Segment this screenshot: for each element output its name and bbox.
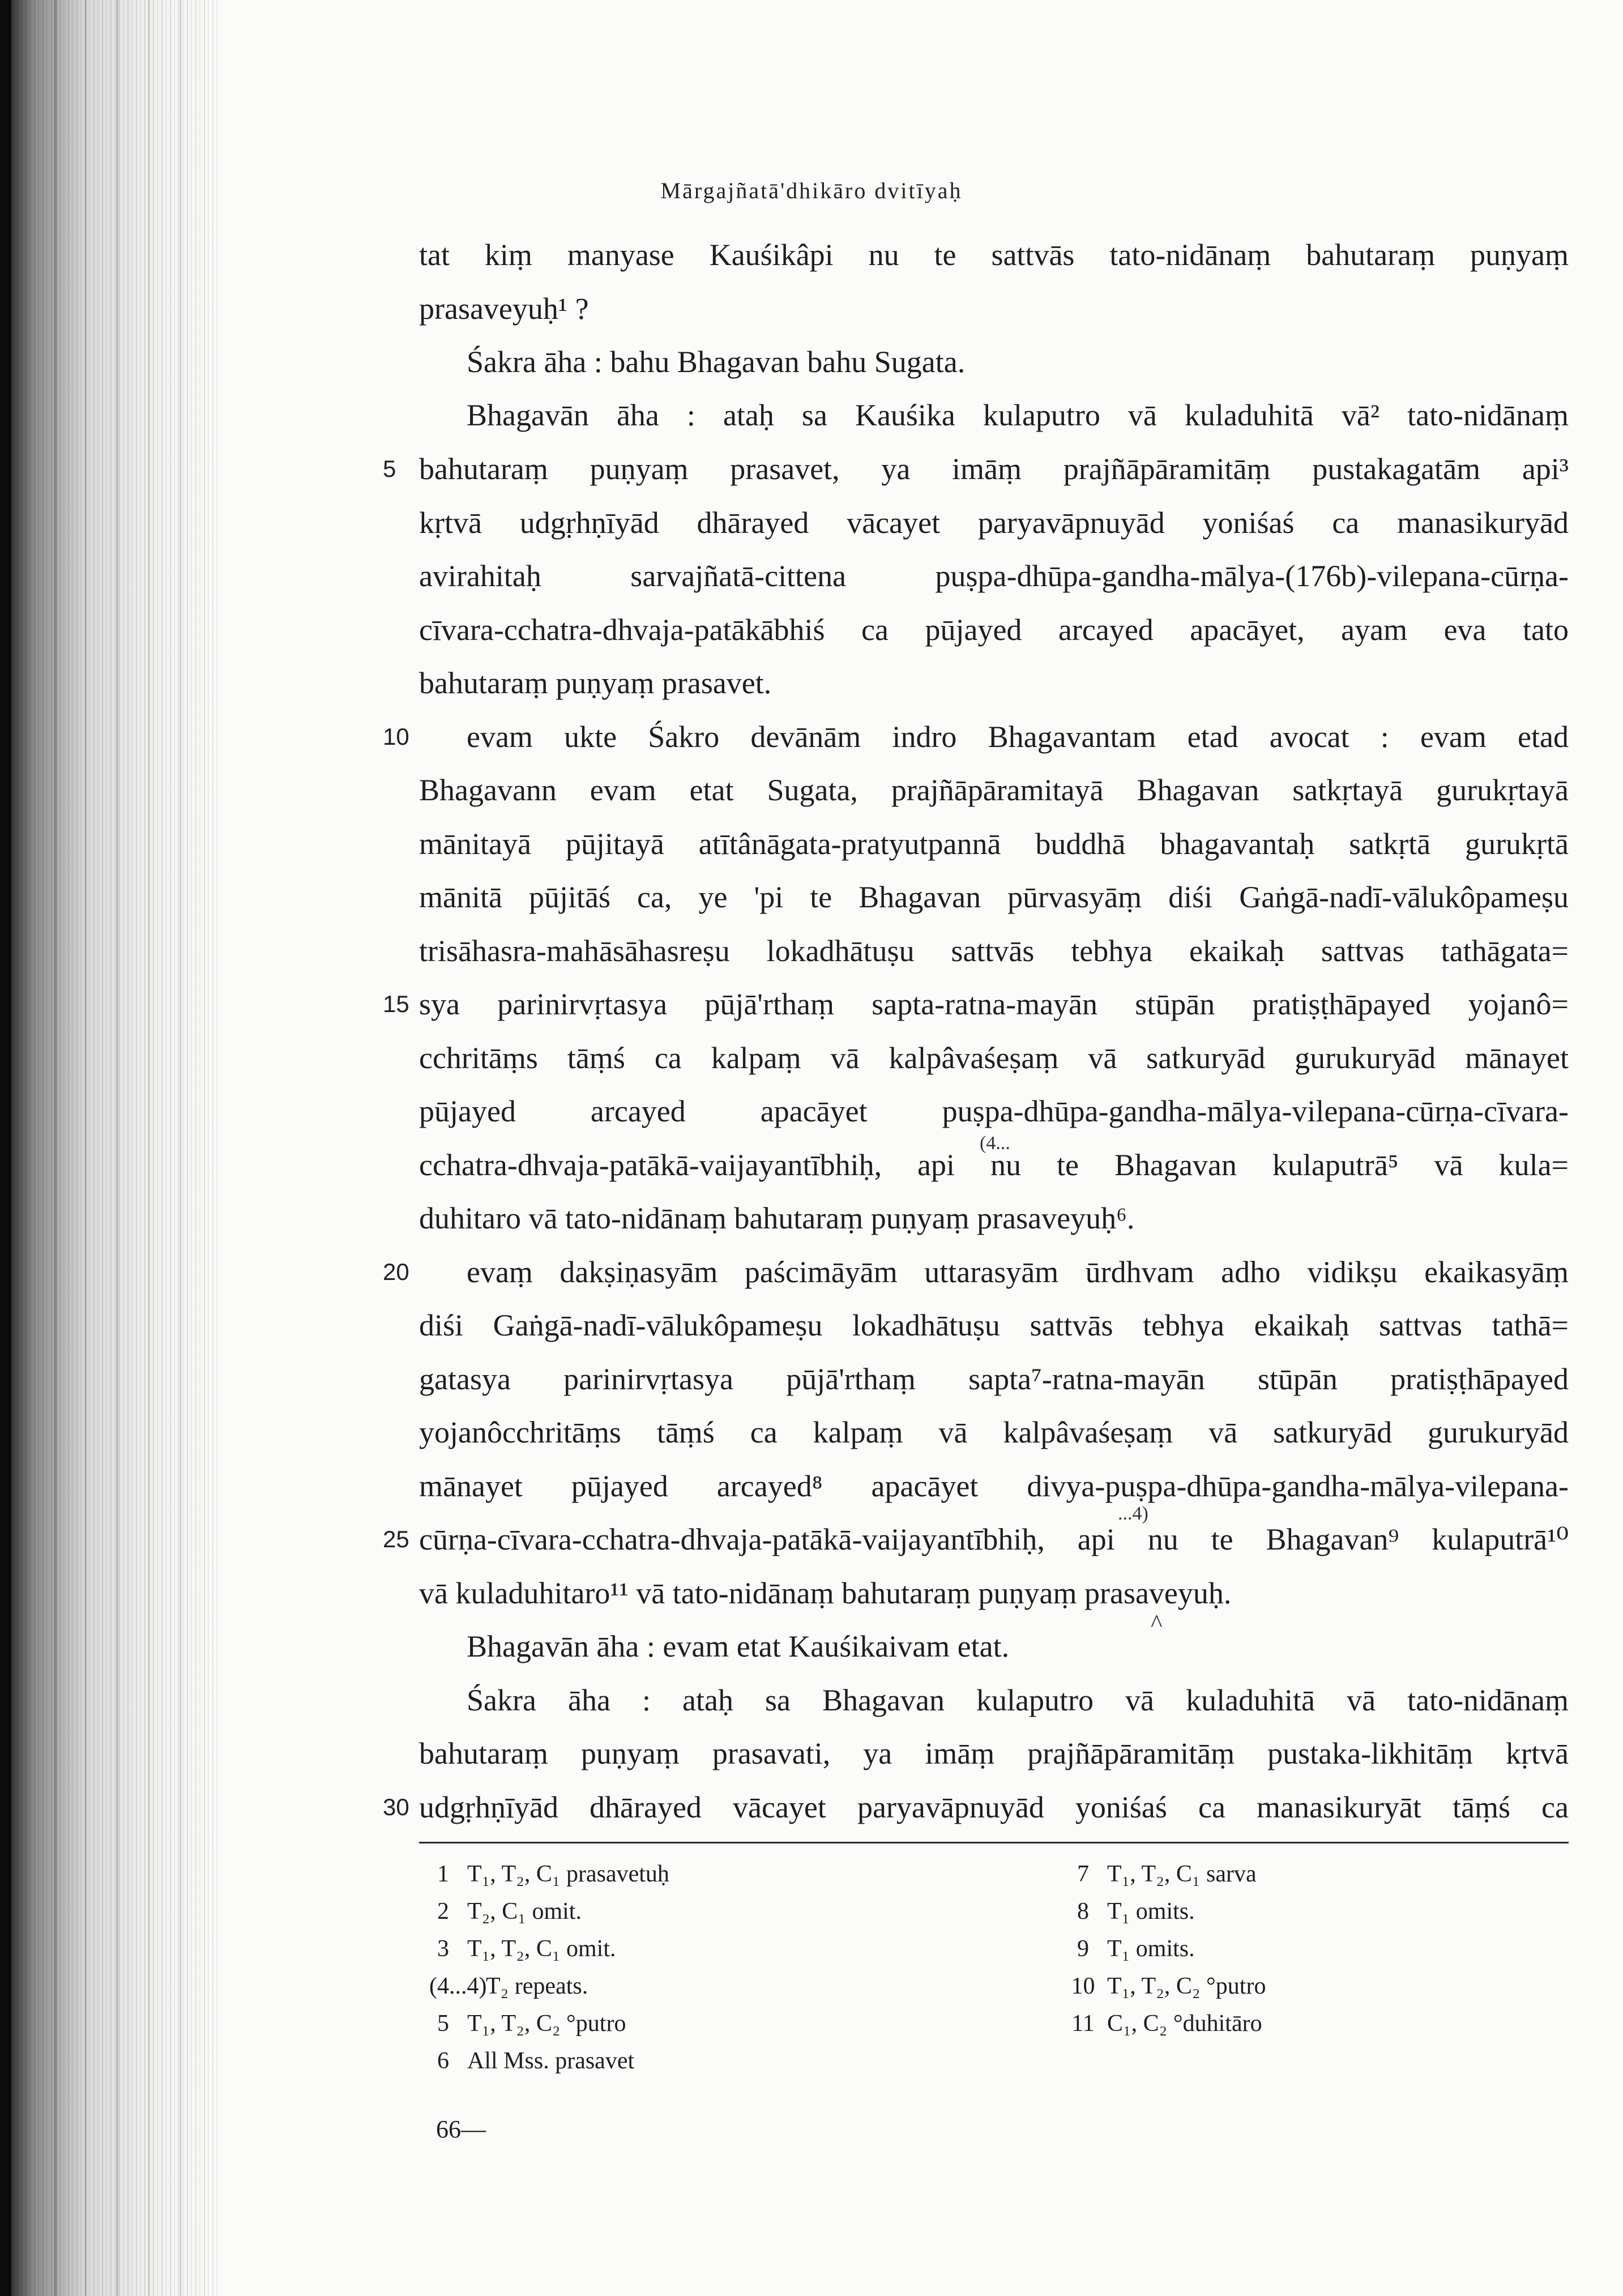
- text-line: sya parinirvṛtasya pūjā'rthaṃ sapta-ratna-mayān stūpān pratiṣṭhāpayed yojanô=: [419, 987, 1569, 1021]
- book-spine-edge: [0, 0, 11, 2296]
- text-line: prasaveyuḥ¹ ?: [419, 292, 589, 326]
- text-line: cchatra-dhvaja-patākā-vaijayantībhiḥ, api nu te Bhagavan kulaputrā⁵ vā kula=: [419, 1148, 1569, 1182]
- spine-streak: [85, 0, 87, 2296]
- footnote: 11 C₁, C₂ °duhitāro: [1071, 2011, 1262, 2037]
- text-line: bahutaraṃ puṇyaṃ prasavet, ya imāṃ prajñāpāramitāṃ pustakagatām api³: [419, 452, 1569, 486]
- text-line: kṛtvā udgṛhṇīyād dhārayed vācayet paryavāpnuyād yoniśaś ca manasikuryād: [419, 506, 1569, 540]
- page-number: 66—: [436, 2115, 486, 2143]
- text-line: vā kuladuhitaro¹¹ vā tato-nidānaṃ bahutaraṃ puṇyaṃ prasaveyuḥ.: [419, 1576, 1232, 1610]
- footnote: 5 T₁, T₂, C₂ °putro: [437, 2011, 626, 2037]
- footnote: 9 T₁ omits.: [1077, 1936, 1195, 1962]
- caret-mark: ^: [1151, 1610, 1163, 1637]
- text-line: mānitayā pūjitayā atītânāgata-pratyutpannā buddhā bhagavantaḥ satkṛtā gurukṛtā: [419, 827, 1569, 861]
- footnote: 8 T₁ omits.: [1077, 1898, 1195, 1924]
- spine-streak: [148, 0, 150, 2296]
- line-number: 30: [383, 1794, 409, 1820]
- footnote: 2 T₂, C₁ omit.: [437, 1898, 582, 1924]
- main-text: [419, 0, 1569, 1835]
- text-line: mānitā pūjitāś ca, ye 'pi te Bhagavan pūrvasyāṃ diśi Gaṅgā-nadī-vālukôpameṣu: [419, 880, 1569, 914]
- line-number: 5: [383, 455, 396, 482]
- text-line: duhitaro vā tato-nidānaṃ bahutaraṃ puṇyaṃ prasaveyuḥ⁶.: [419, 1201, 1135, 1235]
- footnote: 7 T₁, T₂, C₁ sarva: [1077, 1861, 1257, 1887]
- variant-open-mark: (4...: [980, 1133, 1010, 1154]
- line-number: 20: [383, 1258, 409, 1285]
- spine-streak: [180, 0, 181, 2296]
- footnote: 6 All Mss. prasavet: [437, 2048, 635, 2074]
- text-line: bahutaraṃ puṇyaṃ prasavati, ya imāṃ prajñāpāramitāṃ pustaka-likhitāṃ kṛtvā: [419, 1736, 1569, 1770]
- text-line: evaṃ dakṣiṇasyām paścimāyām uttarasyām ūrdhvam adho vidikṣu ekaikasyāṃ: [467, 1255, 1569, 1289]
- line-number: 15: [383, 991, 409, 1017]
- running-header: Mārgajñatā'dhikāro dvitīyaḥ: [660, 178, 963, 203]
- text-line: pūjayed arcayed apacāyet puṣpa-dhūpa-gandha-mālya-vilepana-cūrṇa-cīvara-: [419, 1094, 1569, 1128]
- footnote-rule: [419, 1842, 1569, 1843]
- text-line: trisāhasra-mahāsāhasreṣu lokadhātuṣu sattvās tebhya ekaikaḥ sattvas tathāgata=: [419, 934, 1569, 968]
- footnote: 10 T₁, T₂, C₂ °putro: [1071, 1973, 1266, 1999]
- line-number: 25: [383, 1526, 409, 1552]
- text-line: avirahitaḥ sarvajñatā-cittena puṣpa-dhūpa-gandha-mālya-(176b)-vilepana-cūrṇa-: [419, 559, 1569, 593]
- footnote: (4...4)T₂ repeats.: [429, 1973, 588, 1999]
- footnote: 1 T₁, T₂, C₁ prasavetuḥ: [437, 1861, 669, 1887]
- spine-streak: [54, 0, 57, 2296]
- variant-close-mark: ...4): [1118, 1503, 1148, 1524]
- text-line: yojanôcchritāṃs tāṃś ca kalpaṃ vā kalpâvaśeṣaṃ vā satkuryād gurukuryād: [419, 1415, 1569, 1449]
- footnote: 3 T₁, T₂, C₁ omit.: [437, 1936, 616, 1962]
- text-line: Śakra āha : bahu Bhagavan bahu Sugata.: [467, 345, 966, 379]
- text-line: Bhagavann evam etat Sugata, prajñāpāramitayā Bhagavan satkṛtayā gurukṛtayā: [419, 773, 1569, 807]
- text-line: Bhagavān āha : ataḥ sa Kauśika kulaputro vā kuladuhitā vā² tato-nidānaṃ: [467, 398, 1569, 432]
- text-line: cchritāṃs tāṃś ca kalpaṃ vā kalpâvaśeṣaṃ vā satkuryād gurukuryād mānayet: [419, 1041, 1569, 1075]
- text-line: evam ukte Śakro devānām indro Bhagavantam etad avocat : evam etad: [467, 720, 1569, 754]
- text-line: gatasya parinirvṛtasya pūjā'rthaṃ sapta⁷-ratna-mayān stūpān pratiṣṭhāpayed: [419, 1362, 1569, 1396]
- line-number: 10: [383, 723, 409, 750]
- text-line: tat kiṃ manyase Kauśikâpi nu te sattvās tato-nidānaṃ bahutaraṃ puṇyaṃ: [419, 238, 1569, 272]
- book-spine-shadow: [0, 0, 221, 2296]
- text-line: udgṛhṇīyād dhārayed vācayet paryavāpnuyād yoniśaś ca manasikuryāt tāṃś ca: [419, 1790, 1569, 1824]
- spine-streak: [116, 0, 118, 2296]
- text-line: Bhagavān āha : evam etat Kauśikaivam etat.: [467, 1629, 1010, 1663]
- text-line: diśi Gaṅgā-nadī-vālukôpameṣu lokadhātuṣu sattvās tebhya ekaikaḥ sattvas tathā=: [419, 1308, 1569, 1342]
- text-line: cīvara-cchatra-dhvaja-patākābhiś ca pūjayed arcayed apacāyet, ayam eva tato: [419, 613, 1569, 647]
- text-line: Śakra āha : ataḥ sa Bhagavan kulaputro vā kuladuhitā vā tato-nidānaṃ: [467, 1683, 1569, 1717]
- text-line: bahutaraṃ puṇyaṃ prasavet.: [419, 666, 772, 700]
- text-line: cūrṇa-cīvara-cchatra-dhvaja-patākā-vaijayantībhiḥ, api nu te Bhagavan⁹ kulaputrā¹⁰: [419, 1522, 1569, 1556]
- text-line: mānayet pūjayed arcayed⁸ apacāyet divya-puṣpa-dhūpa-gandha-mālya-vilepana-: [419, 1469, 1569, 1503]
